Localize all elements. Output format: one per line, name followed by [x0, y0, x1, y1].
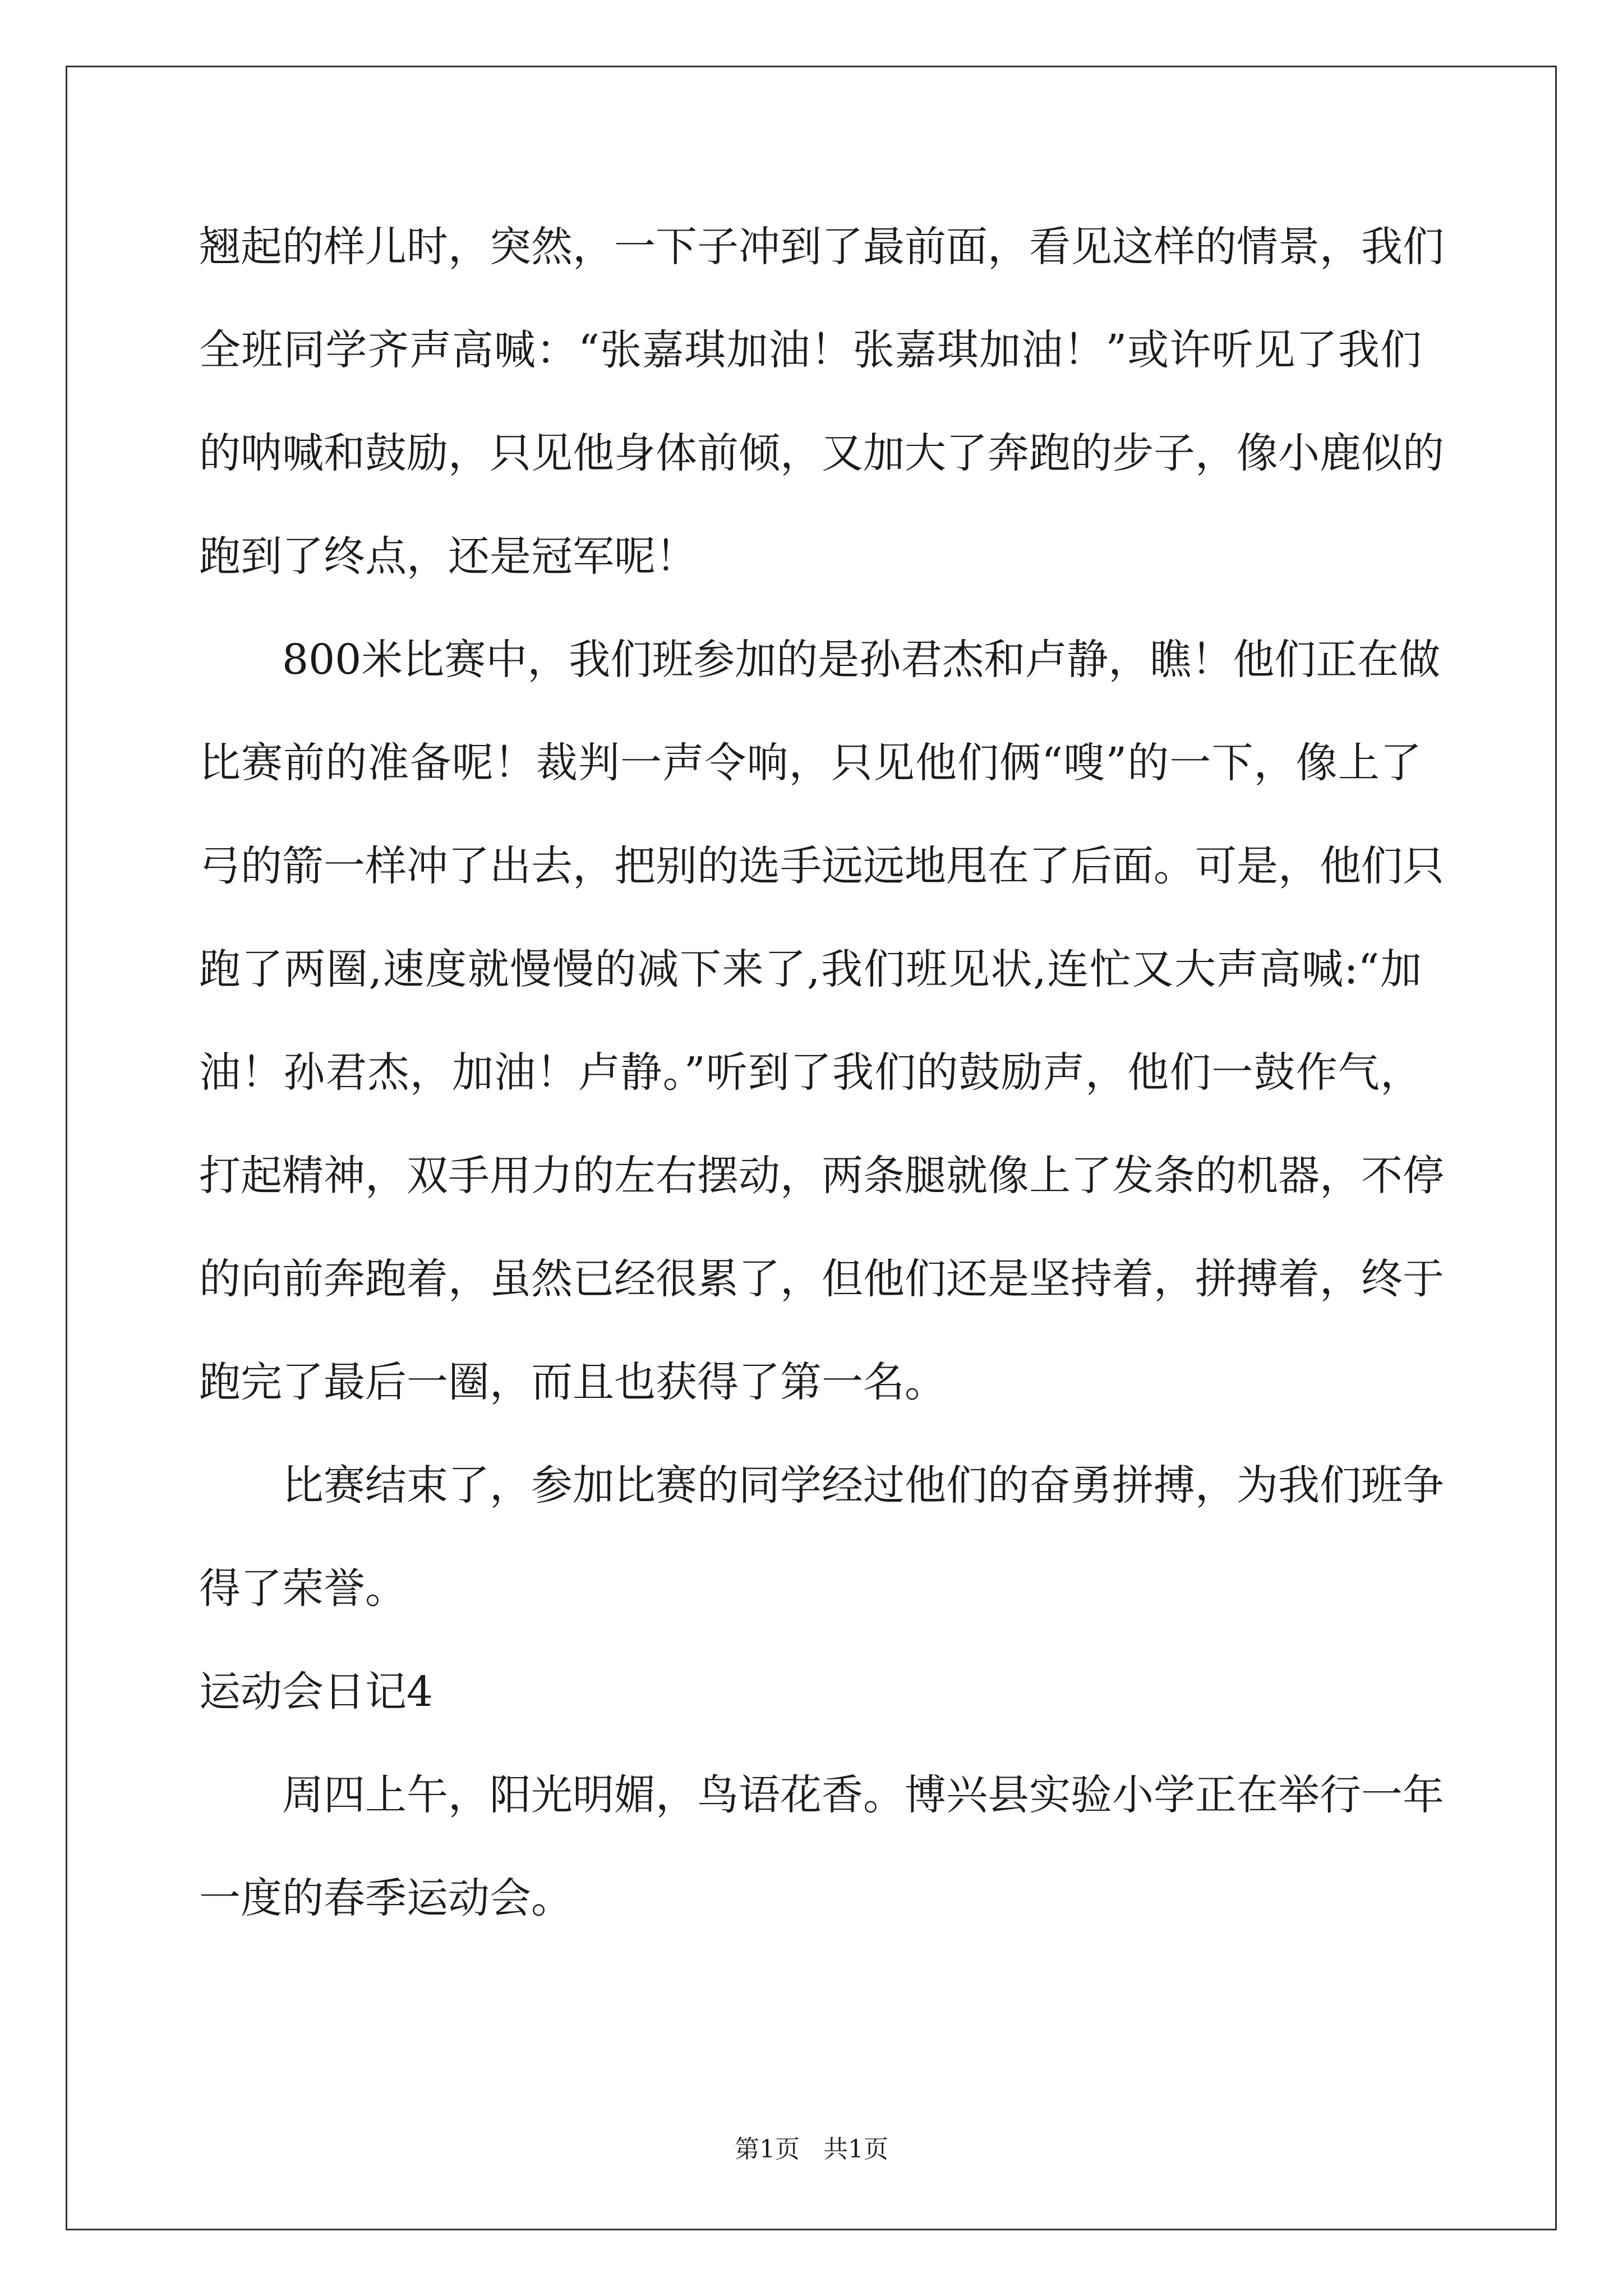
text-line: 全班同学齐声高喊：“张嘉琪加油！张嘉琪加油！”或许听见了我们 [199, 326, 1422, 374]
text-line: 的向前奔跑着，虽然已经很累了，但他们还是坚持着，拼搏着，终于 [199, 1255, 1444, 1303]
text-line: 800米比赛中，我们班参加的是孙君杰和卢静，瞧！他们正在做 [282, 636, 1441, 684]
text-line: 跑了两圈,速度就慢慢的减下来了,我们班见状,连忙又大声高喊:“加 [199, 945, 1422, 993]
text-line: 周四上午，阳光明媚，鸟语花香。博兴县实验小学正在举行一年 [282, 1771, 1444, 1819]
text-line: 跑完了最后一圈，而且也获得了第一名。 [199, 1358, 946, 1406]
text-line: 得了荣誉。 [199, 1565, 407, 1613]
section-heading: 运动会日记4 [199, 1668, 434, 1716]
page-footer: 第1页 共1页 [735, 2135, 888, 2164]
text-line: 的呐喊和鼓励，只见他身体前倾，又加大了奔跑的步子，像小鹿似的 [199, 429, 1444, 477]
text-line: 油！孙君杰，加油！卢静。”听到了我们的鼓励声，他们一鼓作气， [199, 1048, 1422, 1097]
text-line: 一度的春季运动会。 [199, 1874, 573, 1922]
text-line: 弓的箭一样冲了出去，把别的选手远远地甩在了后面。可是，他们只 [199, 842, 1444, 890]
text-line: 跑到了终点，还是冠军呢！ [199, 532, 697, 581]
text-line: 翘起的样儿时，突然，一下子冲到了最前面，看见这样的情景，我们 [199, 223, 1444, 271]
text-line: 打起精神，双手用力的左右摆动，两条腿就像上了发条的机器，不停 [199, 1152, 1444, 1200]
text-line: 比赛结束了，参加比赛的同学经过他们的奋勇拼搏，为我们班争 [282, 1461, 1444, 1510]
text-line: 比赛前的准备呢！裁判一声令响，只见他们俩“嗖”的一下，像上了 [199, 739, 1422, 787]
